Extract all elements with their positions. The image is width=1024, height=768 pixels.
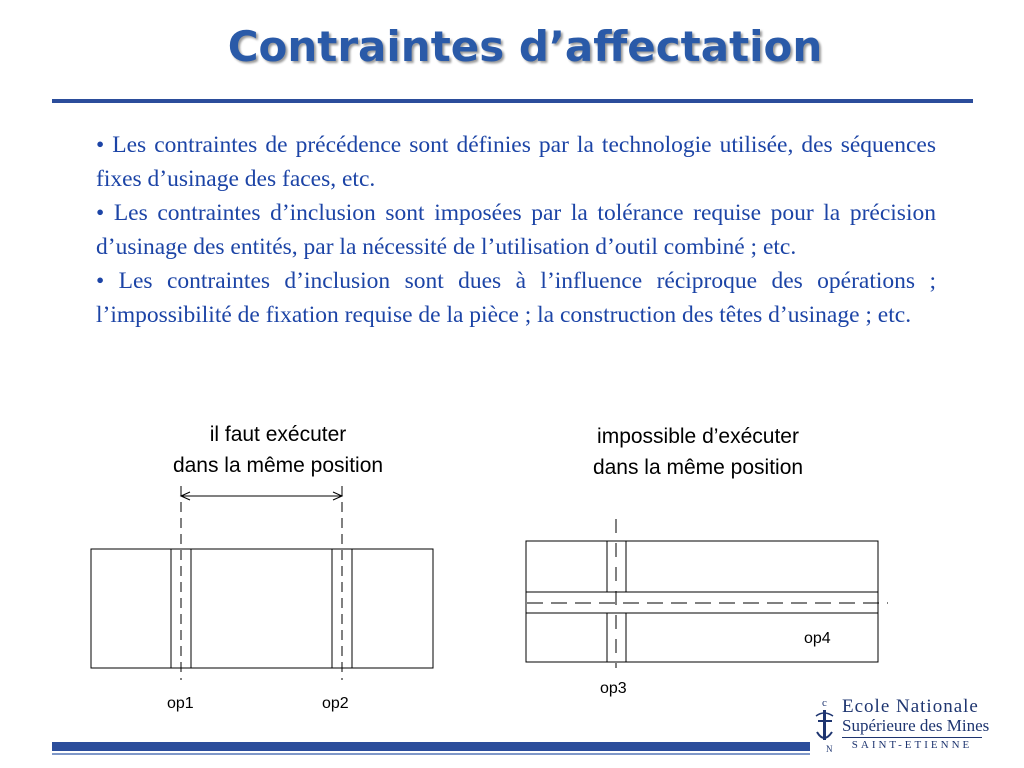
right-caption-line1: impossible d’exécuter (597, 425, 799, 448)
bullet-item-inclusion-tolerance: • Les contraintes d’inclusion sont imposées par la tolérance requise pour la précision d’usinage des entités, par la nécessité de l’utilisation d’outil combiné ; etc. (96, 200, 936, 260)
mines-emblem-icon (812, 696, 838, 754)
op2-label: op2 (322, 695, 349, 712)
left-workpiece (91, 549, 433, 668)
bullet-item-inclusion-influence: • Les contraintes d’inclusion sont dues à l’influence réciproque des opérations ; l’impossibilité de fixation requise de la pièce ; la construction des têtes d’usinage ; etc. (96, 268, 936, 328)
footer-rule (52, 753, 810, 755)
op3-label: op3 (600, 680, 627, 697)
left-diagram (91, 486, 433, 680)
right-caption-line2: dans la même position (592, 456, 804, 479)
slide-title: Contraintes d’affectation (227, 22, 823, 71)
footer-bar (52, 742, 810, 751)
right-diagram (526, 519, 888, 668)
logo-line-ecole: Ecole Nationale (842, 696, 979, 717)
left-caption-line1: il faut exécuter (209, 423, 347, 446)
svg-text:N: N (826, 744, 833, 754)
svg-text:c: c (822, 697, 827, 709)
bullet-item-precedence: • Les contraintes de précédence sont définies par la technologie utilisée, des séquences fixes d’usinage des faces, etc. (96, 132, 936, 192)
school-logo (812, 696, 988, 756)
op4-label: op4 (804, 630, 831, 647)
left-caption-line2: dans la même position (172, 454, 384, 477)
logo-line-city: SAINT-ETIENNE (842, 737, 982, 751)
op1-label: op1 (167, 695, 194, 712)
logo-line-superieure: Supérieure des Mines (842, 716, 990, 735)
